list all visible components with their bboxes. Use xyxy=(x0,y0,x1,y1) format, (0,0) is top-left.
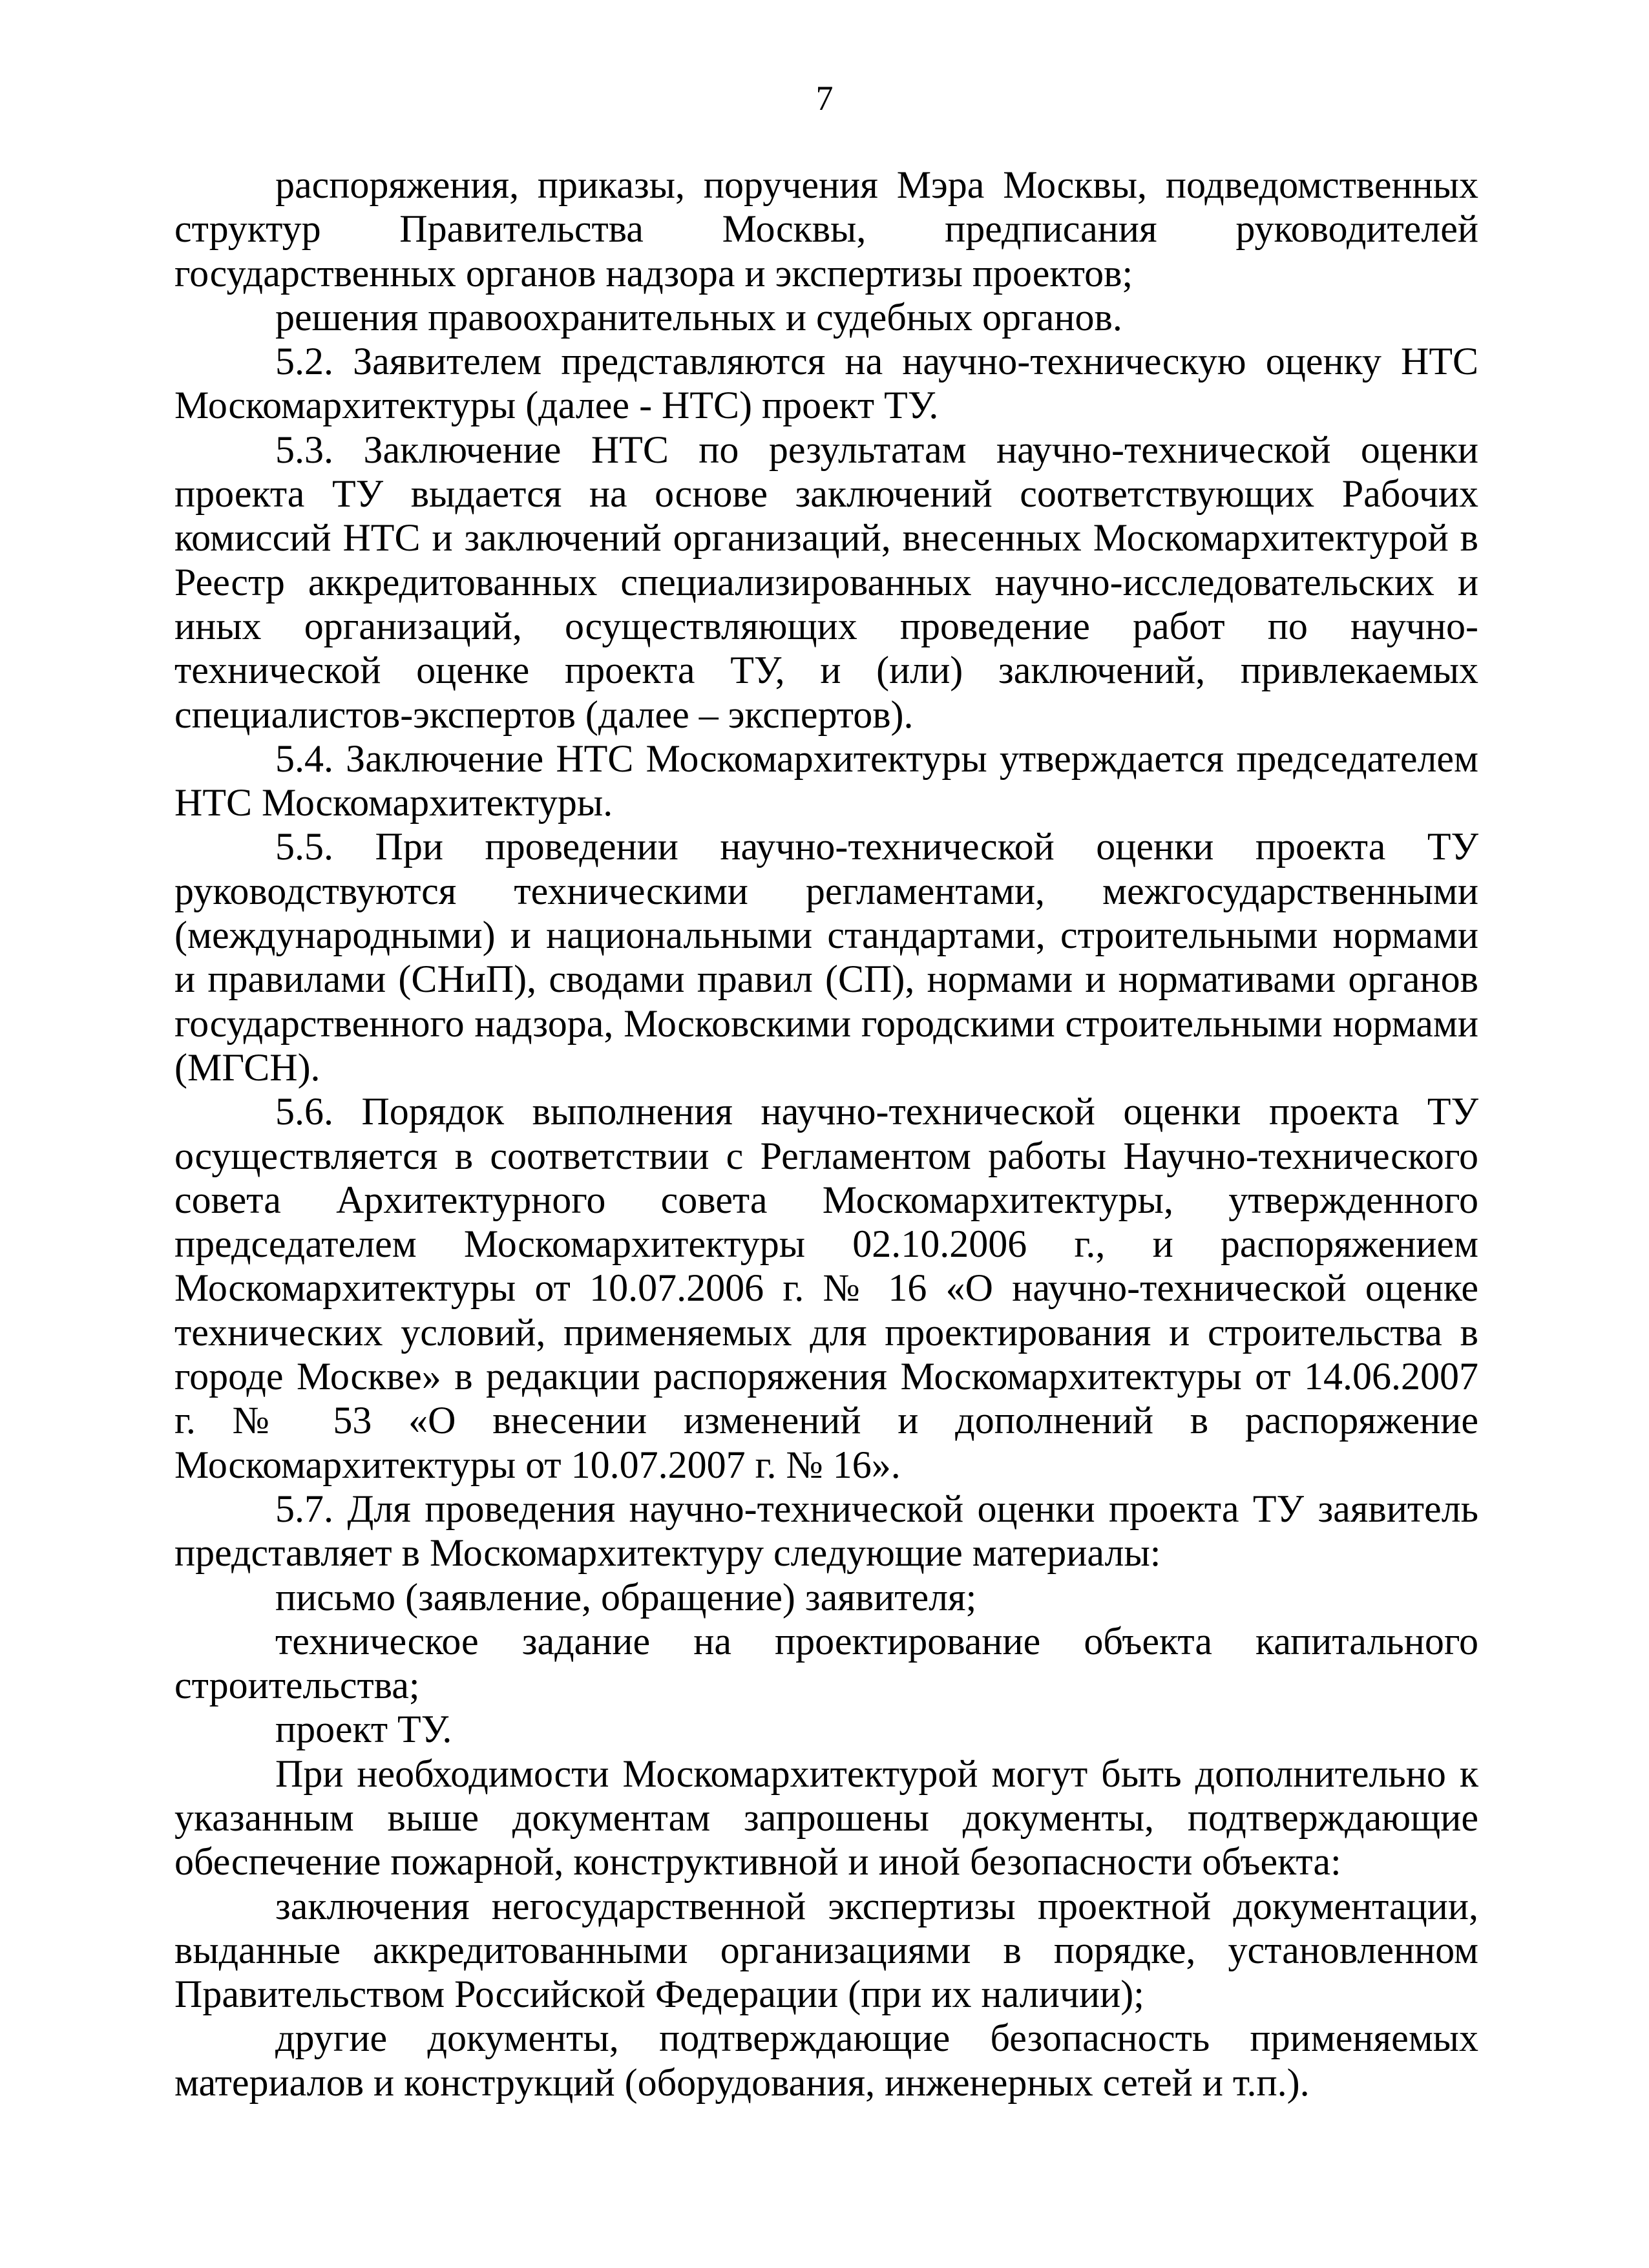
list-item-applicant-letter: письмо (заявление, обращение) заявителя; xyxy=(275,1575,977,1619)
list-item-technical-assignment: техническое задание на проектирование объекта капитального строительства; xyxy=(174,1619,1478,1707)
paragraph-5-2: 5.2. Заявителем представляются на научно-техническую оценку НТС Москомархитектуры (далее - НТС) проект ТУ. xyxy=(174,340,1478,427)
list-item-expertise-conclusions: заключения негосударственной экспертизы проектной документации, выданные аккредитованными организациями в порядке, установленном Правительством Российской Федерации (при их наличии); xyxy=(174,1884,1478,2016)
paragraph-5-4: 5.4. Заключение НТС Москомархитектуры утверждается председателем НТС Москомархитектуры. xyxy=(174,737,1478,824)
paragraph-5-3: 5.3. Заключение НТС по результатам научно-технической оценки проекта ТУ выдается на основе заключений соответствующих Рабочих комиссий НТС и заключений организаций, внесенных Москомархитектурой в Реестр аккредитованных специализированных научно-исследовательских и иных организаций, осуществляющих проведение работ по научно-технической оценке проекта ТУ, и (или) заключений, привлекаемых специалистов-экспертов (далее – экспертов). xyxy=(174,428,1478,736)
paragraph-directives-continued: распоряжения, приказы, поручения Мэра Москвы, подведомственных структур Правительства Москвы, предписания руководителей государственных органов надзора и экспертизы проектов; xyxy=(174,163,1478,295)
paragraph-5-6: 5.6. Порядок выполнения научно-технической оценки проекта ТУ осуществляется в соответствии с Регламентом работы Научно-технического совета Архитектурного совета Москомархитектуры, утвержденного председателем Москомархитектуры 02.10.2006 г., и распоряжением Москомархитектуры от 10.07.2006 г. № 16 «О научно-технической оценке технических условий, применяемых для проектирования и строительства в городе Москве» в редакции распоряжения Москомархитектуры от 14.06.2007 г. № 53 «О внесении изменений и дополнений в распоряжение Москомархитектуры от 10.07.2007 г. № 16». xyxy=(174,1090,1478,1486)
paragraph-5-5: 5.5. При проведении научно-технической оценки проекта ТУ руководствуются техническими регламентами, межгосударственными (международными) и национальными стандартами, строительными нормами и правилами (СНиП), сводами правил (СП), нормами и нормативами органов государственного надзора, Московскими городскими строительными нормами (МГСН). xyxy=(174,825,1478,1089)
page-number: 7 xyxy=(815,79,834,118)
list-item-other-documents: другие документы, подтверждающие безопасность применяемых материалов и конструкций (оборудования, инженерных сетей и т.п.). xyxy=(174,2017,1478,2104)
paragraph-5-7: 5.7. Для проведения научно-технической оценки проекта ТУ заявитель представляет в Москомархитектуру следующие материалы: xyxy=(174,1487,1478,1575)
list-item-project-tu: проект ТУ. xyxy=(275,1708,452,1751)
paragraph-court-decisions: решения правоохранительных и судебных органов. xyxy=(275,295,1122,339)
document-body xyxy=(174,163,1478,2105)
paragraph-additional-documents: При необходимости Москомархитектурой могут быть дополнительно к указанным выше документам запрошены документы, подтверждающие обеспечение пожарной, конструктивной и иной безопасности объекта: xyxy=(174,1752,1478,1884)
